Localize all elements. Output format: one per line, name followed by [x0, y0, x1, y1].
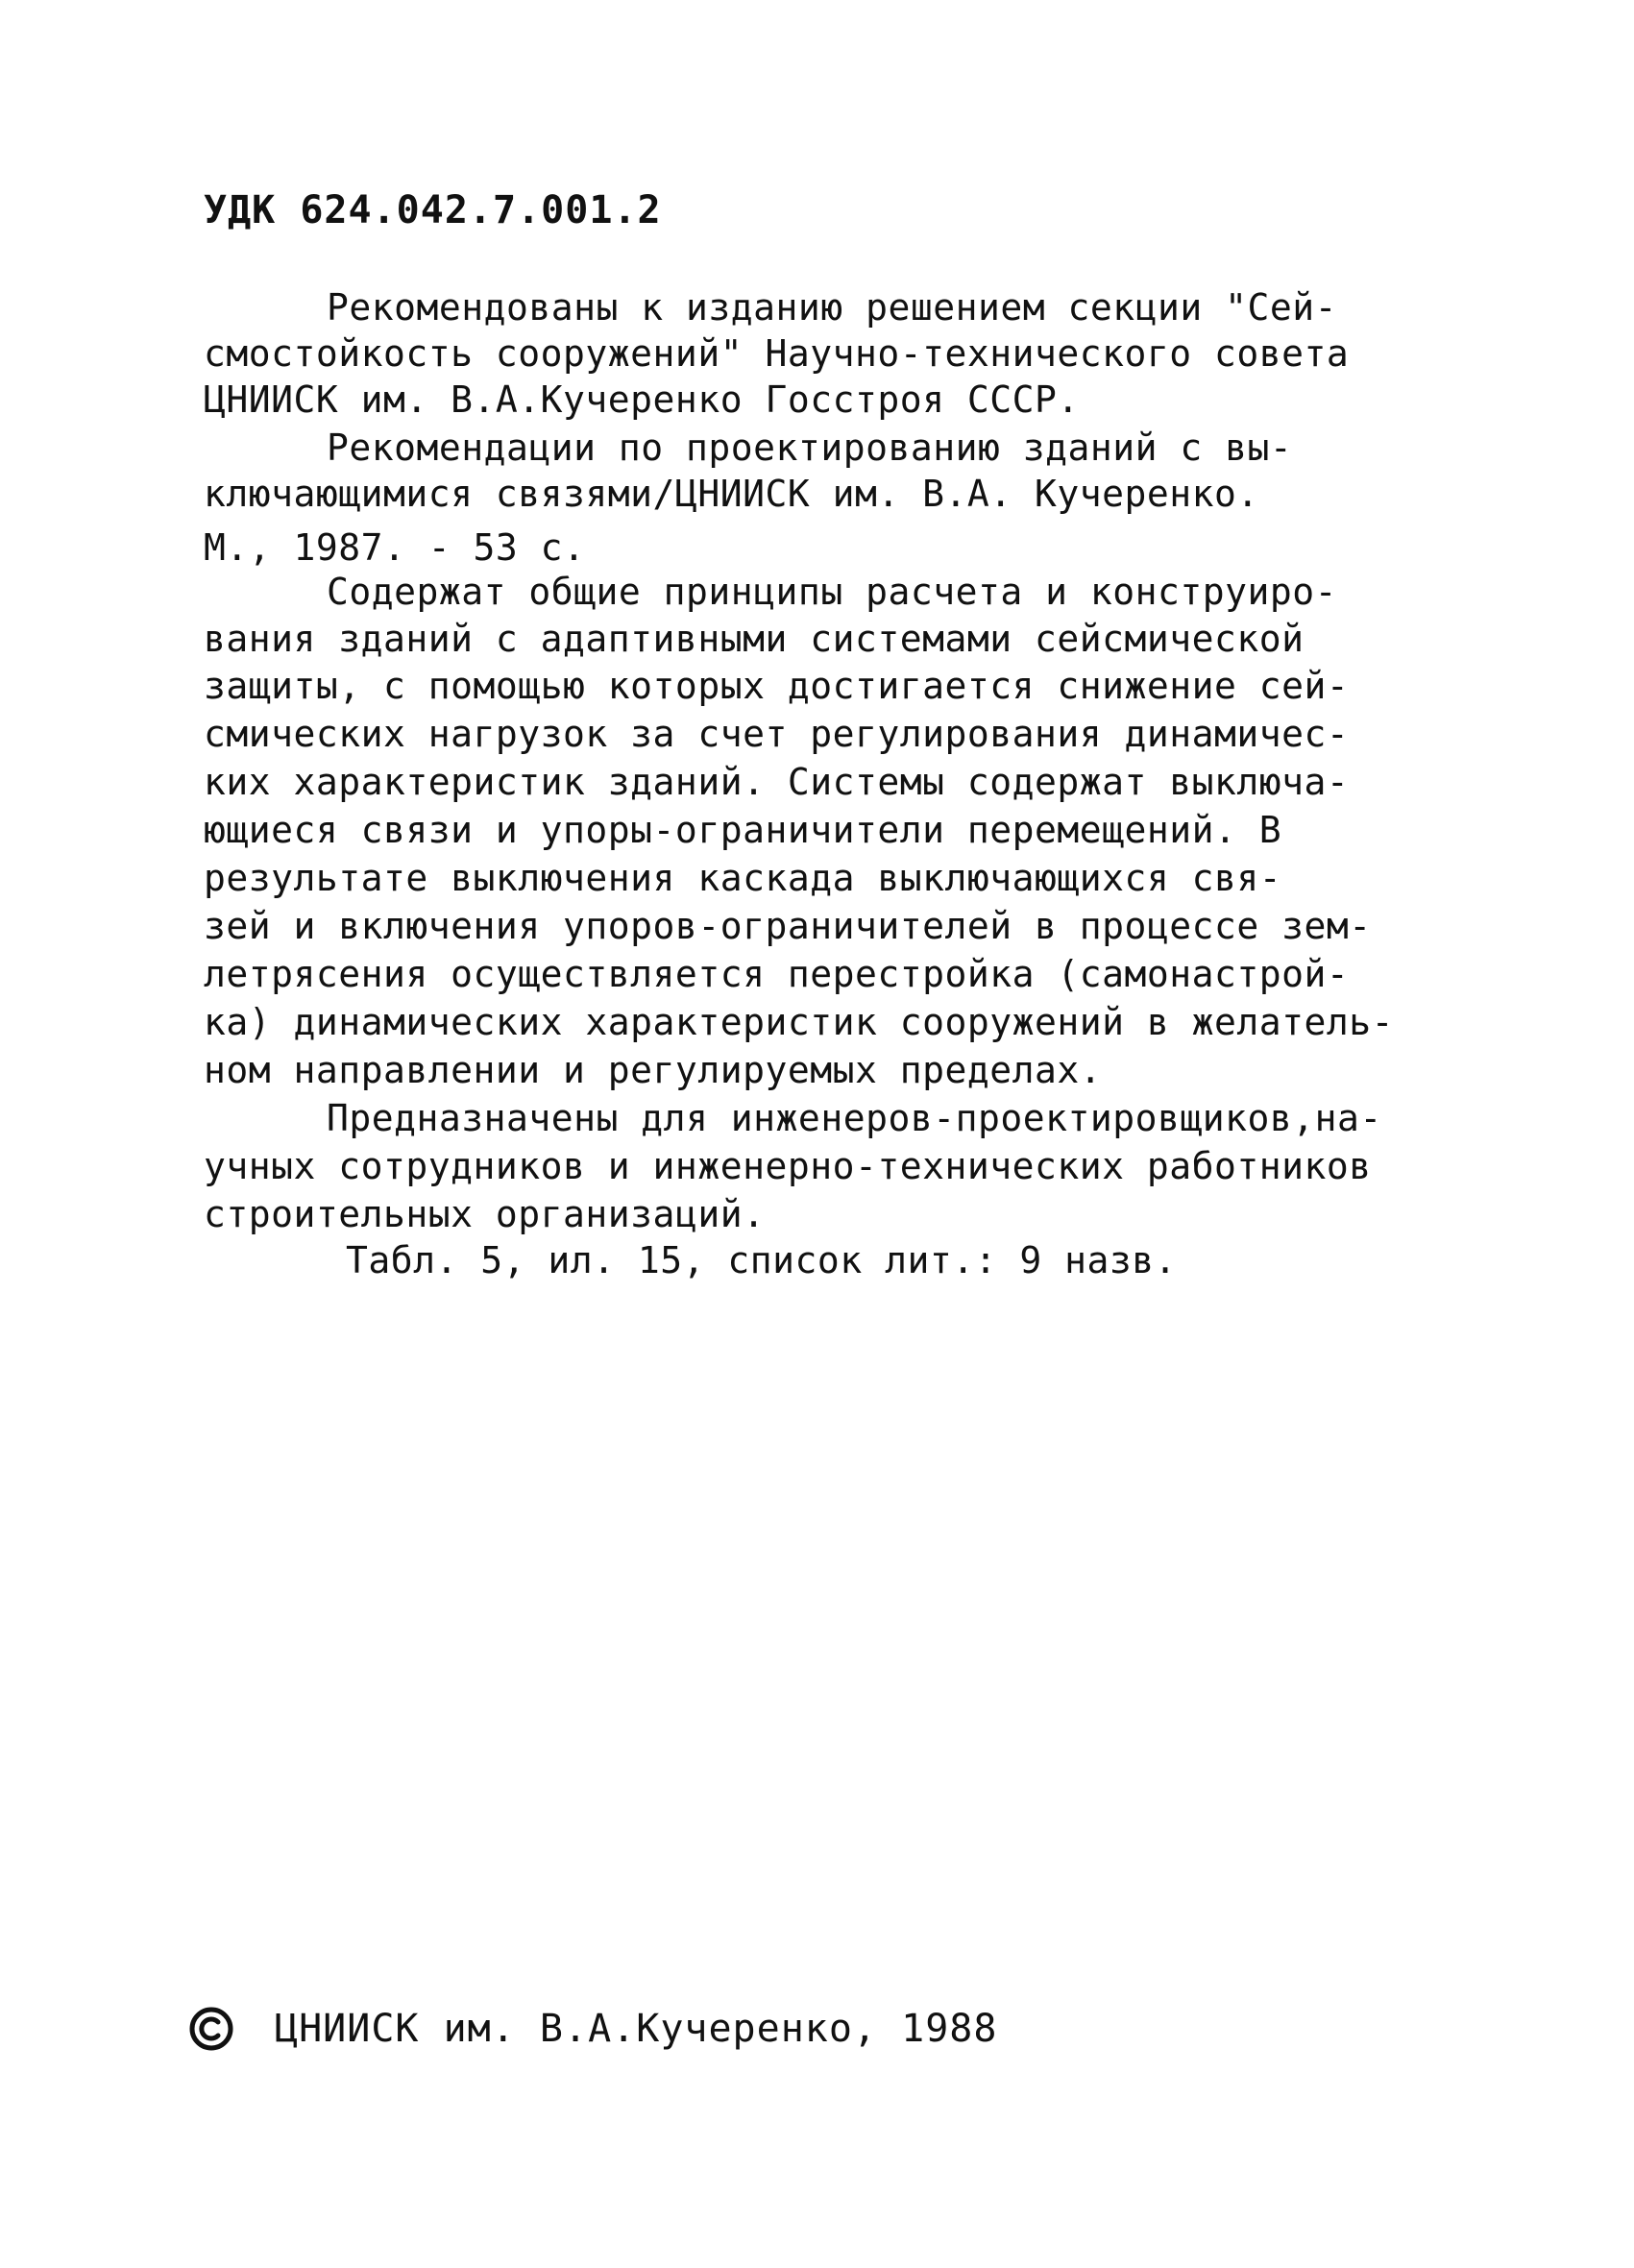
- abstract-line-3: защиты, с помощью которых достигается снижение сей-: [204, 665, 1350, 707]
- abstract-line-9: летрясения осуществляется перестройка (самонастрой-: [204, 953, 1350, 995]
- copyright-line: [188, 2006, 997, 2052]
- abstract-line-5: ких характеристик зданий. Системы содержат выключа-: [204, 761, 1350, 803]
- recommendation-line-3: ЦНИИСК им. В.А.Кучеренко Госстроя СССР.: [204, 378, 1080, 421]
- abstract-line-6: ющиеся связи и упоры-ограничители перемещений. В: [204, 809, 1282, 851]
- abstract-line-1: Содержат общие принципы расчета и конструиро-: [327, 571, 1338, 613]
- recommendation-line-1: Рекомендованы к изданию решением секции "Сей-: [327, 286, 1338, 329]
- abstract-line-2: вания зданий с адаптивными системами сейсмической: [204, 618, 1305, 660]
- citation-line-1: Рекомендации по проектированию зданий с вы-: [327, 427, 1293, 469]
- audience-line-2: учных сотрудников и инженерно-технических работников: [204, 1145, 1372, 1187]
- abstract-line-10: ка) динамических характеристик сооружений в желатель-: [204, 1001, 1395, 1043]
- audience-line-3: строительных организаций.: [204, 1193, 766, 1235]
- copyright-icon: [188, 2006, 234, 2052]
- abstract-line-4: смических нагрузок за счет регулирования динамичес-: [204, 713, 1350, 755]
- recommendation-line-2: смостойкость сооружений" Научно-технического совета: [204, 332, 1350, 375]
- stats-line: Табл. 5, ил. 15, список лит.: 9 назв.: [346, 1239, 1177, 1281]
- citation-line-3: М., 1987. - 53 с.: [204, 526, 586, 569]
- abstract-line-7: результате выключения каскада выключающихся свя-: [204, 857, 1282, 899]
- citation-line-2: ключающимися связями/ЦНИИСК им. В.А. Кучеренко.: [204, 473, 1259, 515]
- audience-line-1: Предназначены для инженеров-проектировщиков,на-: [327, 1097, 1382, 1139]
- copyright-text: ЦНИИСК им. В.А.Кучеренко, 1988: [275, 2007, 998, 2051]
- udk-code: УДК 624.042.7.001.2: [204, 188, 662, 232]
- abstract-line-8: зей и включения упоров-ограничителей в процессе зем-: [204, 905, 1372, 947]
- abstract-line-11: ном направлении и регулируемых пределах.: [204, 1049, 1103, 1091]
